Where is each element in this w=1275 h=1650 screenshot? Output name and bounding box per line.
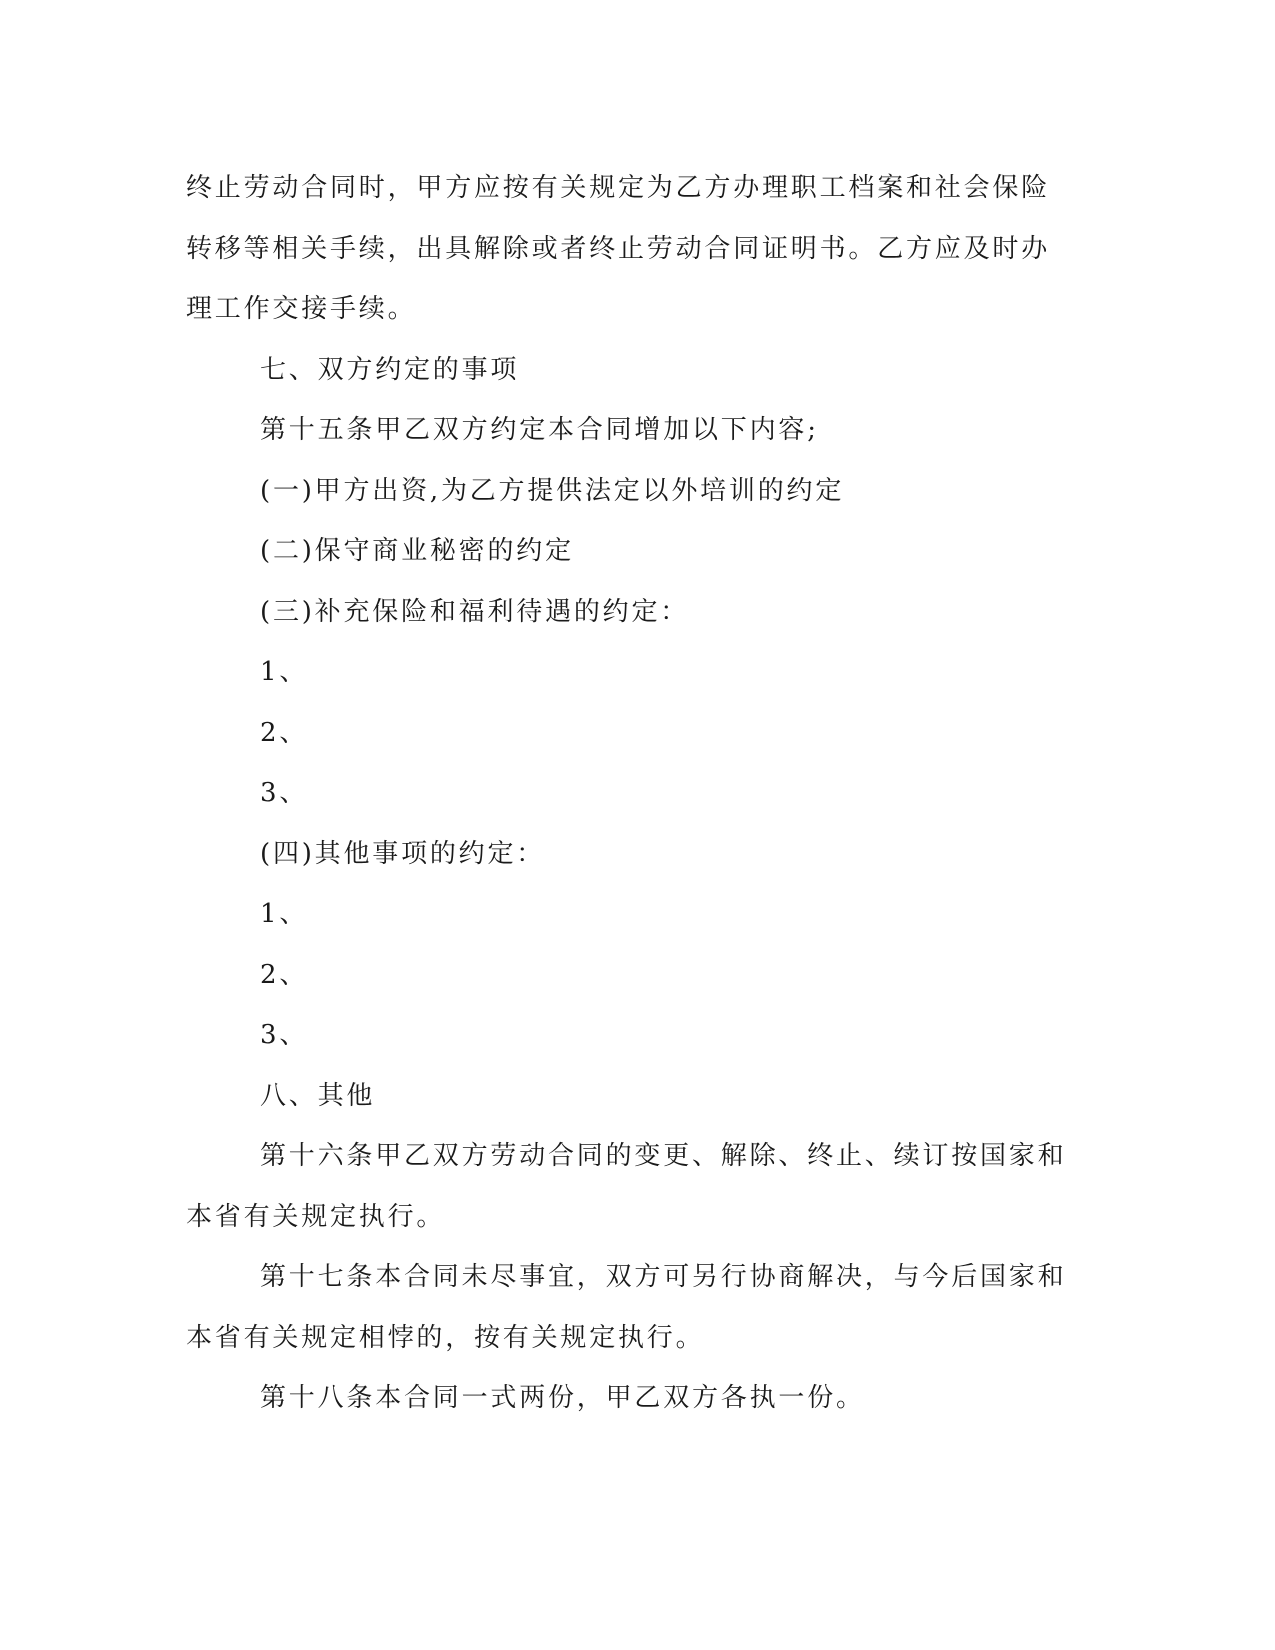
- list-item: 3、: [260, 1020, 309, 1050]
- body-line: 终止劳动合同时，甲方应按有关规定为乙方办理职工档案和社会保险: [186, 173, 1051, 203]
- clause-three: (三)补充保险和福利待遇的约定：: [260, 596, 690, 627]
- body-line: 理工作交接手续。: [186, 294, 417, 324]
- list-item: 1、: [260, 899, 309, 929]
- document-body: [186, 158, 1067, 1429]
- section-heading-seven: 七、双方约定的事项: [260, 354, 520, 385]
- body-line: 本省有关规定执行。: [186, 1201, 446, 1232]
- body-line: 转移等相关手续，出具解除或者终止劳动合同证明书。乙方应及时办: [186, 233, 1051, 264]
- article-seventeen: 第十七条本合同未尽事宜，双方可另行协商解决，与今后国家和: [260, 1262, 1067, 1292]
- list-item: 1、: [260, 657, 309, 687]
- body-line: 本省有关规定相悖的，按有关规定执行。: [186, 1322, 705, 1353]
- list-item: 3、: [260, 778, 309, 808]
- list-item: 2、: [260, 717, 309, 748]
- article-fifteen: 第十五条甲乙双方约定本合同增加以下内容;: [260, 415, 819, 445]
- article-eighteen: 第十八条本合同一式两份，甲乙双方各执一份。: [260, 1383, 865, 1413]
- list-item: 2、: [260, 959, 309, 990]
- section-heading-eight: 八、其他: [260, 1080, 376, 1111]
- clause-two: (二)保守商业秘密的约定: [260, 536, 574, 566]
- clause-four: (四)其他事项的约定：: [260, 838, 546, 869]
- article-sixteen: 第十六条甲乙双方劳动合同的变更、解除、终止、续订按国家和: [260, 1141, 1067, 1171]
- clause-one: (一)甲方出资,为乙方提供法定以外培训的约定: [260, 475, 845, 506]
